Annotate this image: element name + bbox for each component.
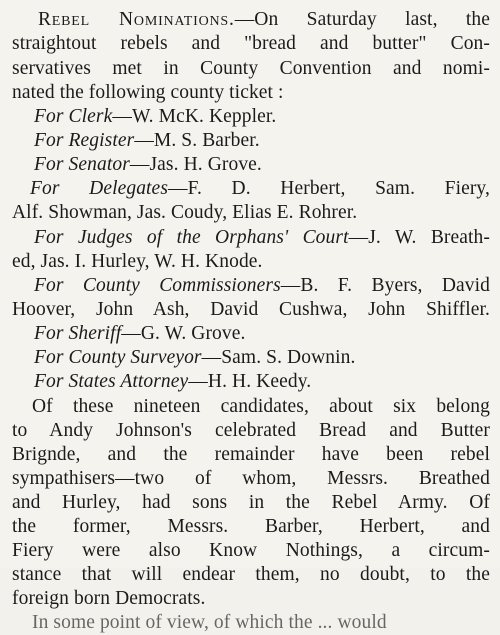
- nomination-delegates-continued: Alf. Showman, Jas. Coudy, Elias E. Rohrer.: [12, 202, 358, 223]
- nomination-names: —F. D. Herbert, Sam. Fiery,: [168, 178, 490, 199]
- nomination-names: —B. F. Byers, David: [280, 275, 490, 296]
- article-intro-line-2: straightout rebels and "bread and butter" Con-: [12, 33, 490, 54]
- nomination-names: —Sam. S. Downin.: [201, 347, 356, 368]
- nomination-names: —G. W. Grove.: [121, 323, 246, 344]
- nomination-judges-continued: ed, Jas. I. Hurley, W. H. Knode.: [12, 251, 263, 272]
- nomination-county-commissioners: [34, 274, 490, 298]
- nomination-names: —W. McK. Keppler.: [112, 106, 277, 127]
- paragraph-line-2: to Andy Johnson's celebrated Bread and Butter: [12, 420, 490, 441]
- paragraph-line-7: Fiery were also Know Nothings, a circum-: [12, 540, 490, 561]
- nomination-names: —Jas. H. Grove.: [129, 154, 262, 175]
- paragraph-line-4: sympathisers—two of whom, Messrs. Breathed: [12, 468, 490, 489]
- nomination-names: —H. H. Keedy.: [188, 371, 312, 392]
- nomination-office: For County Surveyor: [34, 347, 202, 368]
- nomination-county-commissioners-continued: Hoover, John Ash, David Cushwa, John Shiffler.: [12, 299, 490, 320]
- paragraph-line-6: the former, Messrs. Barber, Herbert, and: [12, 516, 490, 537]
- article-intro-line-3: servatives met in County Convention and nomi-: [12, 58, 490, 79]
- nomination-names: —J. W. Breath-: [348, 227, 490, 248]
- nomination-states-attorney: [34, 370, 311, 394]
- nomination-senator: [34, 153, 262, 177]
- nomination-sheriff: [34, 322, 246, 346]
- nomination-office: For Register: [34, 130, 135, 151]
- nomination-register: [34, 129, 260, 153]
- nomination-judges: [34, 226, 490, 250]
- nomination-office: For Delegates: [30, 178, 169, 199]
- article-heading: Rebel Nominations.: [38, 9, 235, 30]
- nomination-office: For States Attorney: [34, 371, 189, 392]
- paragraph-line-1: Of these nineteen candidates, about six belong: [32, 396, 490, 417]
- nomination-office: For Clerk: [34, 106, 113, 127]
- paragraph-line-3: Brignde, and the remainder have been rebel: [12, 444, 490, 465]
- article-intro-line-4: nated the following county ticket :: [12, 82, 284, 103]
- nomination-clerk: [34, 105, 276, 129]
- article-opening-line: [38, 8, 490, 32]
- nomination-county-surveyor: [34, 346, 355, 370]
- nomination-office: For Senator: [34, 154, 130, 175]
- paragraph-line-5: and Hurley, had sons in the Rebel Army. Of: [12, 492, 490, 513]
- paragraph-line-9: foreign born Democrats.: [12, 588, 206, 609]
- paragraph-line-8: stance that will endear them, no doubt, to the: [12, 564, 490, 585]
- nomination-office: For Sheriff: [34, 323, 122, 344]
- nomination-office: For Judges of the Orphans' Court: [34, 227, 349, 248]
- nomination-names: —M. S. Barber.: [134, 130, 260, 151]
- nomination-delegates: [30, 177, 490, 201]
- article-opening-text: —On Saturday last, the: [234, 9, 490, 30]
- nomination-office: For County Commissioners: [34, 275, 281, 296]
- cut-off-line: In some point of view, of which the ... would: [32, 612, 387, 633]
